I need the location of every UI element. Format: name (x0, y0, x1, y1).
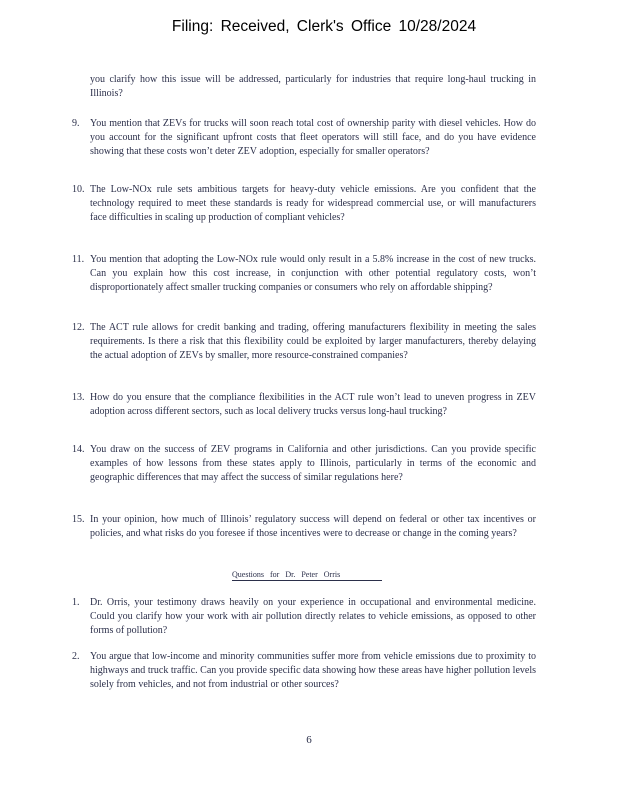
question-14 (72, 443, 536, 485)
question-text: How do you ensure that the compliance flexibilities in the ACT rule won’t lead to uneven progress in ZEV adoption across different sectors, such as local delivery trucks versus long-haul trucking? (90, 392, 536, 417)
page-number: 6 (306, 734, 312, 746)
continuation-paragraph: you clarify how this issue will be addressed, particularly for industries that require long-haul trucking in Illinois? (90, 74, 536, 99)
question-text: You argue that low-income and minority communities suffer more from vehicle emissions due to proximity to highways and truck traffic. Can you provide specific data showing how these areas have higher pollution levels solely from vehicles, and not from industrial or other sources? (90, 651, 536, 690)
question-text: The Low-NOx rule sets ambitious targets for heavy-duty vehicle emissions. Are you confident that the technology required to meet these standards is ready for widespread commercial use, or will manufacturers face difficulties in scaling up production of compliant vehicles? (90, 184, 536, 223)
question-text: Dr. Orris, your testimony draws heavily on your experience in occupational and environmental medicine. Could you clarify how your work with air pollution directly relates to vehicle emissions, as opposed to other forms of pollution? (90, 597, 536, 636)
question-10 (72, 183, 536, 225)
question-number: 12. (72, 322, 85, 333)
question-number: 1. (72, 597, 80, 608)
question-11 (72, 253, 536, 295)
question-text: You draw on the success of ZEV programs in California and other jurisdictions. Can you provide specific examples of how lessons from these states apply to Illinois, particularly in terms of the economic and geographic differences that may affect the success of similar regulations here? (90, 444, 536, 483)
question-number: 2. (72, 651, 80, 662)
question-13 (72, 391, 536, 419)
section-heading: Questions for Dr. Peter Orris (232, 570, 382, 581)
question-text: You mention that adopting the Low-NOx rule would only result in a 5.8% increase in the cost of new trucks. Can you explain how this cost increase, in conjunction with other potential regulatory costs, won’t disproportionately affect smaller trucking companies or consumers who rely on affordable shipping? (90, 254, 536, 293)
question-number: 14. (72, 444, 85, 455)
question-text: In your opinion, how much of Illinois’ regulatory success will depend on federal or other tax incentives or policies, and what risks do you foresee if those incentives were to decrease or change in the coming years? (90, 514, 536, 539)
question-15 (72, 513, 536, 541)
question-number: 13. (72, 392, 85, 403)
orris-question-1 (72, 596, 536, 638)
question-number: 11. (72, 254, 85, 265)
orris-question-2 (72, 650, 536, 692)
question-9 (72, 117, 536, 159)
question-number: 15. (72, 514, 85, 525)
filing-stamp: Filing: Received, Clerk's Office 10/28/2024 (171, 18, 477, 35)
question-text: The ACT rule allows for credit banking and trading, offering manufacturers flexibility in meeting the sales requirements. Is there a risk that this flexibility could be exploited by larger manufacturers, thereby delaying the actual adoption of ZEVs by smaller, more resource-constrained companies? (90, 322, 536, 361)
question-12 (72, 321, 536, 363)
question-number: 10. (72, 184, 85, 195)
question-number: 9. (72, 118, 80, 129)
question-text: You mention that ZEVs for trucks will soon reach total cost of ownership parity with diesel vehicles. How do you account for the significant upfront costs that fleet operators will still face, and do you have evidence showing that these costs won’t deter ZEV adoption, especially for smaller operators? (90, 118, 536, 157)
